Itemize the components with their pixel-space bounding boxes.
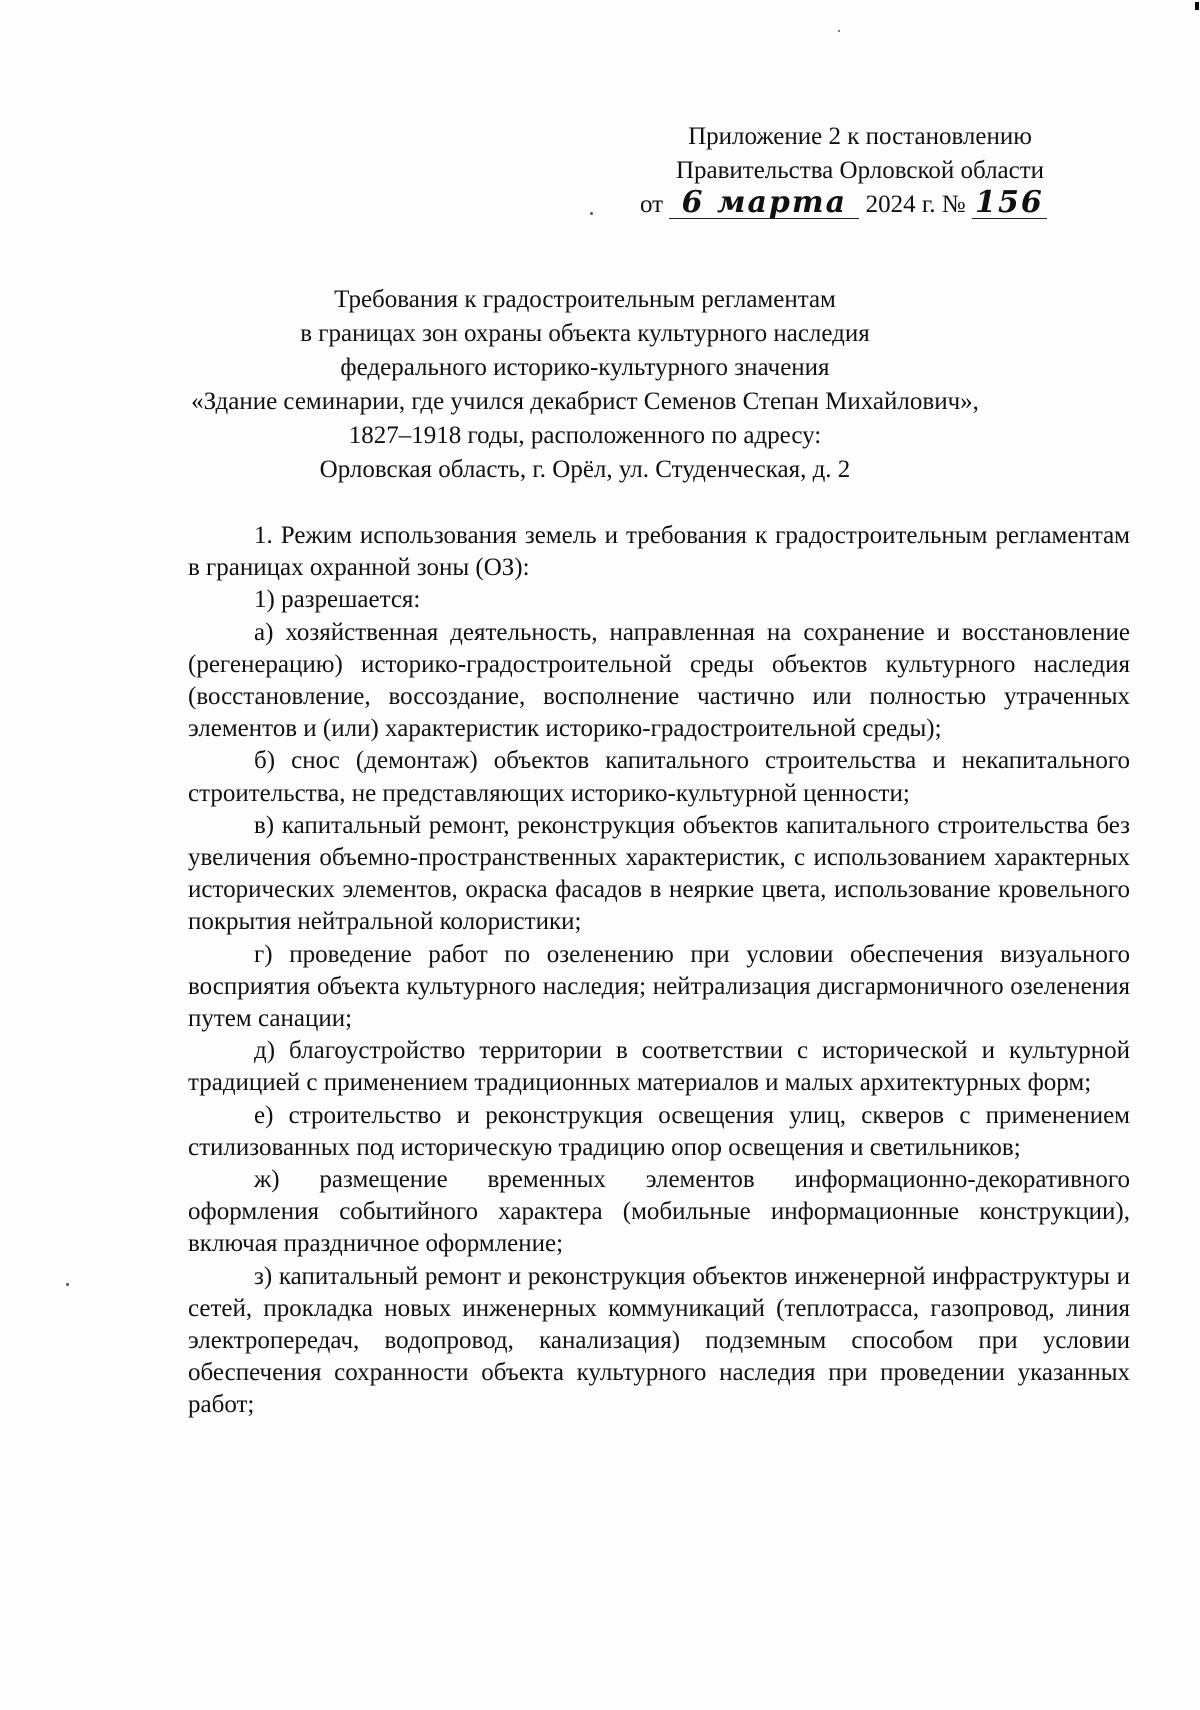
appendix-line-2: Правительства Орловской области	[675, 157, 1045, 184]
item-z: з) капитальный ремонт и реконструкция объектов инженерной инфраструктуры и сетей, прокладка новых инженерных коммуникаций (теплотрасса, газопровод, линия электропередач, водопровод, канализация) подземным способом при условии обеспечения сохранности объекта культурного наследия при проведении указанных работ;	[188, 1262, 1130, 1419]
paragraph-1: 1. Режим использования земель и требования к градостроительным регламентам в границах охранной зоны (ОЗ):	[188, 522, 1130, 582]
document-body	[188, 520, 1130, 1422]
title-line: Требования к градостроительным регламентам	[334, 286, 836, 313]
title-line: в границах зон охраны объекта культурного наследия	[300, 320, 870, 347]
appendix-line-1: Приложение 2 к постановлению	[688, 123, 1032, 150]
scan-mark	[1195, 2, 1199, 10]
scan-speck	[66, 1283, 69, 1286]
item-v: в) капитальный ремонт, реконструкция объектов капитального строительства без увеличения объемно-пространственных характеристик, с использованием характерных исторических элементов, окраска фасадов в неяркие цвета, использование кровельного покрытия нейтральной колористики;	[188, 811, 1130, 936]
scan-speck	[838, 30, 840, 32]
title-line: 1827–1918 годы, расположенного по адресу:	[348, 422, 822, 449]
handwritten-date: 6 марта	[669, 188, 859, 219]
year-text: 2024 г. №	[865, 191, 966, 218]
item-a: а) хозяйственная деятельность, направленная на сохранение и восстановление (регенерацию) историко-градостроительной среды объектов культурного наследия (восстановление, воссоздание, восполнение частично или полностью утраченных элементов и (или) характеристик историко-градостроительной среды);	[188, 618, 1130, 743]
item-b: б) снос (демонтаж) объектов капитального строительства и некапитального строительства, не представляющих историко-культурной ценности;	[188, 747, 1130, 807]
document-title	[150, 283, 1020, 487]
title-line: федерального историко-культурного значения	[340, 354, 830, 381]
from-prefix: от	[640, 191, 664, 218]
handwritten-number: 156	[972, 188, 1047, 219]
title-line: Орловская область, г. Орёл, ул. Студенческая, д. 2	[319, 456, 851, 483]
item-g: г) проведение работ по озеленению при условии обеспечения визуального восприятия объекта культурного наследия; нейтрализация дисгармоничного озеленения путем санации;	[188, 940, 1130, 1033]
paragraph-allowed: 1) разрешается:	[254, 586, 421, 614]
appendix-date-line	[640, 185, 1120, 222]
item-zh: ж) размещение временных элементов информационно-декоративного оформления событийного характера (мобильные информационные конструкции), включая праздничное оформление;	[188, 1166, 1130, 1258]
scan-speck	[590, 212, 593, 215]
title-line: «Здание семинарии, где учился декабрист Семенов Степан Михайлович»,	[191, 388, 979, 415]
item-d: д) благоустройство территории в соответствии с исторической и культурной традицией с применением традиционных материалов и малых архитектурных форм;	[188, 1037, 1130, 1097]
item-e: е) строительство и реконструкция освещения улиц, скверов с применением стилизованных под историческую традицию опор освещения и светильников;	[188, 1101, 1130, 1161]
